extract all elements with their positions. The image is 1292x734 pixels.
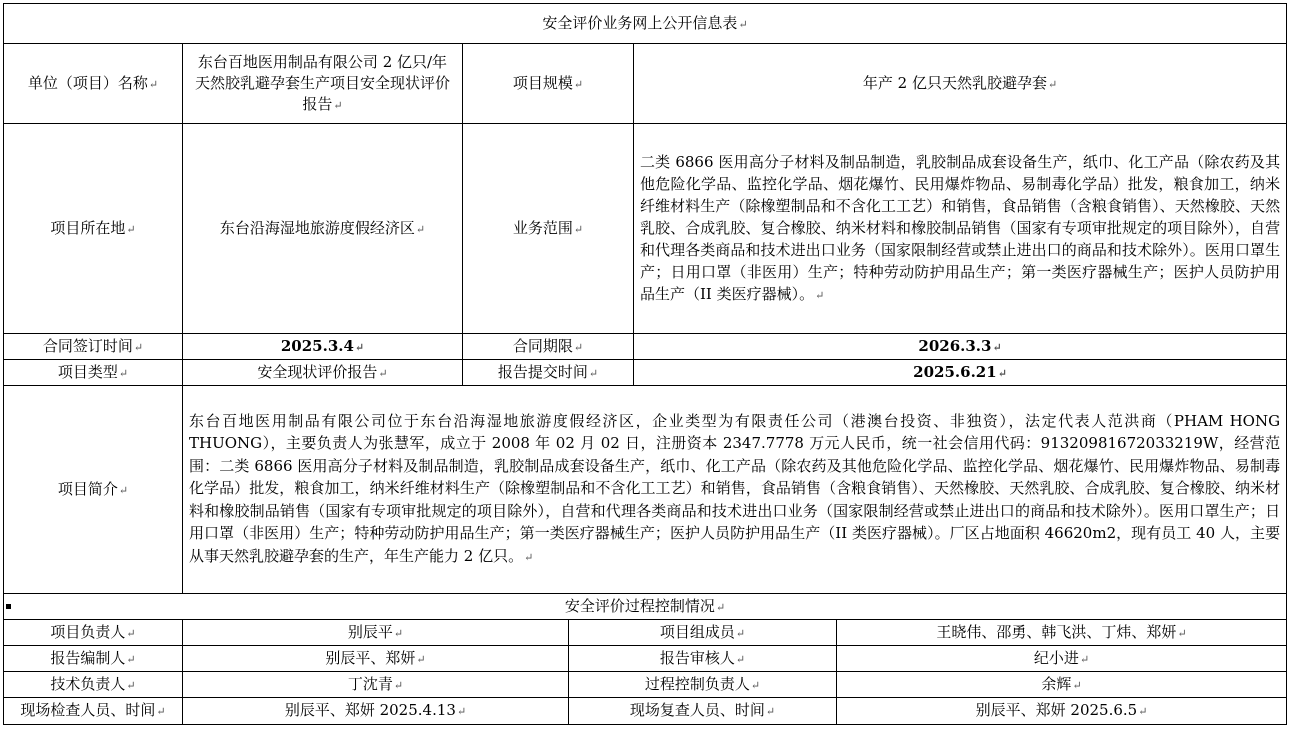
scale-value: 年产 2 亿只天然乳胶避孕套↵: [634, 44, 1287, 124]
info-table: [3, 3, 1287, 725]
location-label: 项目所在地↵: [4, 124, 183, 334]
process-section-title: 安全评价过程控制情况↵: [4, 594, 1287, 620]
business-value: 二类 6866 医用高分子材料及制品制造，乳胶制品成套设备生产，纸巾、化工产品（除农药及其他危险化学品、监控化学品、烟花爆竹、民用爆炸物品、易制毒化学品）批发，粮食加工，纳米纤维材料生产（除橡塑制品和不含化工工艺）和销售，食品销售（含粮食销售）、天然橡胶、天然乳胶、合成乳胶、复合橡胶、纳米材料和橡胶制品销售（国家有专项审批规定的项目除外），自营和代理各类商品和技术进出口业务（国家限制经营或禁止进出口的商品和技术除外）。医用口罩生产；日用口罩（非医用）生产；特种劳动防护用品生产；第一类医疗器械生产；医护人员防护用品生产（II 类医疗器械）。↵: [634, 124, 1287, 334]
inspect-label: 现场检查人员、时间↵: [4, 698, 183, 725]
project-type-value: 安全现状评价报告↵: [183, 360, 463, 386]
reviewer-label: 报告审核人↵: [569, 646, 837, 672]
tech-label: 技术负责人↵: [4, 672, 183, 698]
tech-value: 丁沈青↵: [183, 672, 569, 698]
leader-value: 别辰平↵: [183, 620, 569, 646]
control-label: 过程控制负责人↵: [569, 672, 837, 698]
author-label: 报告编制人↵: [4, 646, 183, 672]
contract-term-value: 2026.3.3↵: [634, 334, 1287, 360]
location-value: 东台沿海湿地旅游度假经济区↵: [183, 124, 463, 334]
members-value: 王晓伟、邵勇、韩飞洪、丁炜、郑妍↵: [837, 620, 1287, 646]
project-type-label: 项目类型↵: [4, 360, 183, 386]
inspect-value: 别辰平、郑妍 2025.4.13↵: [183, 698, 569, 725]
unit-name-label: 单位（项目）名称↵: [4, 44, 183, 124]
leader-label: 项目负责人↵: [4, 620, 183, 646]
intro-value: 东台百地医用制品有限公司位于东台沿海湿地旅游度假经济区，企业类型为有限责任公司（港澳台投资、非独资），法定代表人范洪商（PHAM HONG THUONG），主要负责人为张慧军，成立于 2008 年 02 月 02 日，注册资本 2347.7778 万元人民币，统一社会信用代码：91320981672033219W，经营范围：二类 6866 医用高分子材料及制品制造，乳胶制品成套设备生产，纸巾、化工产品（除农药及其他危险化学品、监控化学品、烟花爆竹、民用爆炸物品、易制毒化学品）批发，粮食加工，纳米纤维材料生产（除橡塑制品和不含化工工艺）和销售，食品销售（含粮食销售）、天然橡胶、天然乳胶、合成乳胶、复合橡胶、纳米材料和橡胶制品销售（国家有专项审批规定的项目除外），自营和代理各类商品和技术进出口业务（国家限制经营或禁止进出口的商品和技术除外）。医用口罩生产；日用口罩（非医用）生产；特种劳动防护用品生产；第一类医疗器械生产；医护人员防护用品生产（II 类医疗器械）。厂区占地面积 46620m2，现有员工 40 人，主要从事天然乳胶避孕套的生产，年生产能力 2 亿只。↵: [183, 386, 1287, 594]
control-value: 余辉↵: [837, 672, 1287, 698]
unit-name-value: 东台百地医用制品有限公司 2 亿只/年天然胶乳避孕套生产项目安全现状评价报告↵: [183, 44, 463, 124]
table-title: 安全评价业务网上公开信息表↵: [4, 4, 1287, 44]
contract-date-label: 合同签订时间↵: [4, 334, 183, 360]
intro-label: 项目简介↵: [4, 386, 183, 594]
recheck-label: 现场复查人员、时间↵: [569, 698, 837, 725]
members-label: 项目组成员↵: [569, 620, 837, 646]
reviewer-value: 纪小进↵: [837, 646, 1287, 672]
submit-time-label: 报告提交时间↵: [463, 360, 634, 386]
scale-label: 项目规模↵: [463, 44, 634, 124]
contract-date-value: 2025.3.4↵: [183, 334, 463, 360]
row-marker-icon: [6, 604, 11, 609]
business-label: 业务范围↵: [463, 124, 634, 334]
submit-time-value: 2025.6.21↵: [634, 360, 1287, 386]
author-value: 别辰平、郑妍↵: [183, 646, 569, 672]
contract-term-label: 合同期限↵: [463, 334, 634, 360]
recheck-value: 别辰平、郑妍 2025.6.5↵: [837, 698, 1287, 725]
